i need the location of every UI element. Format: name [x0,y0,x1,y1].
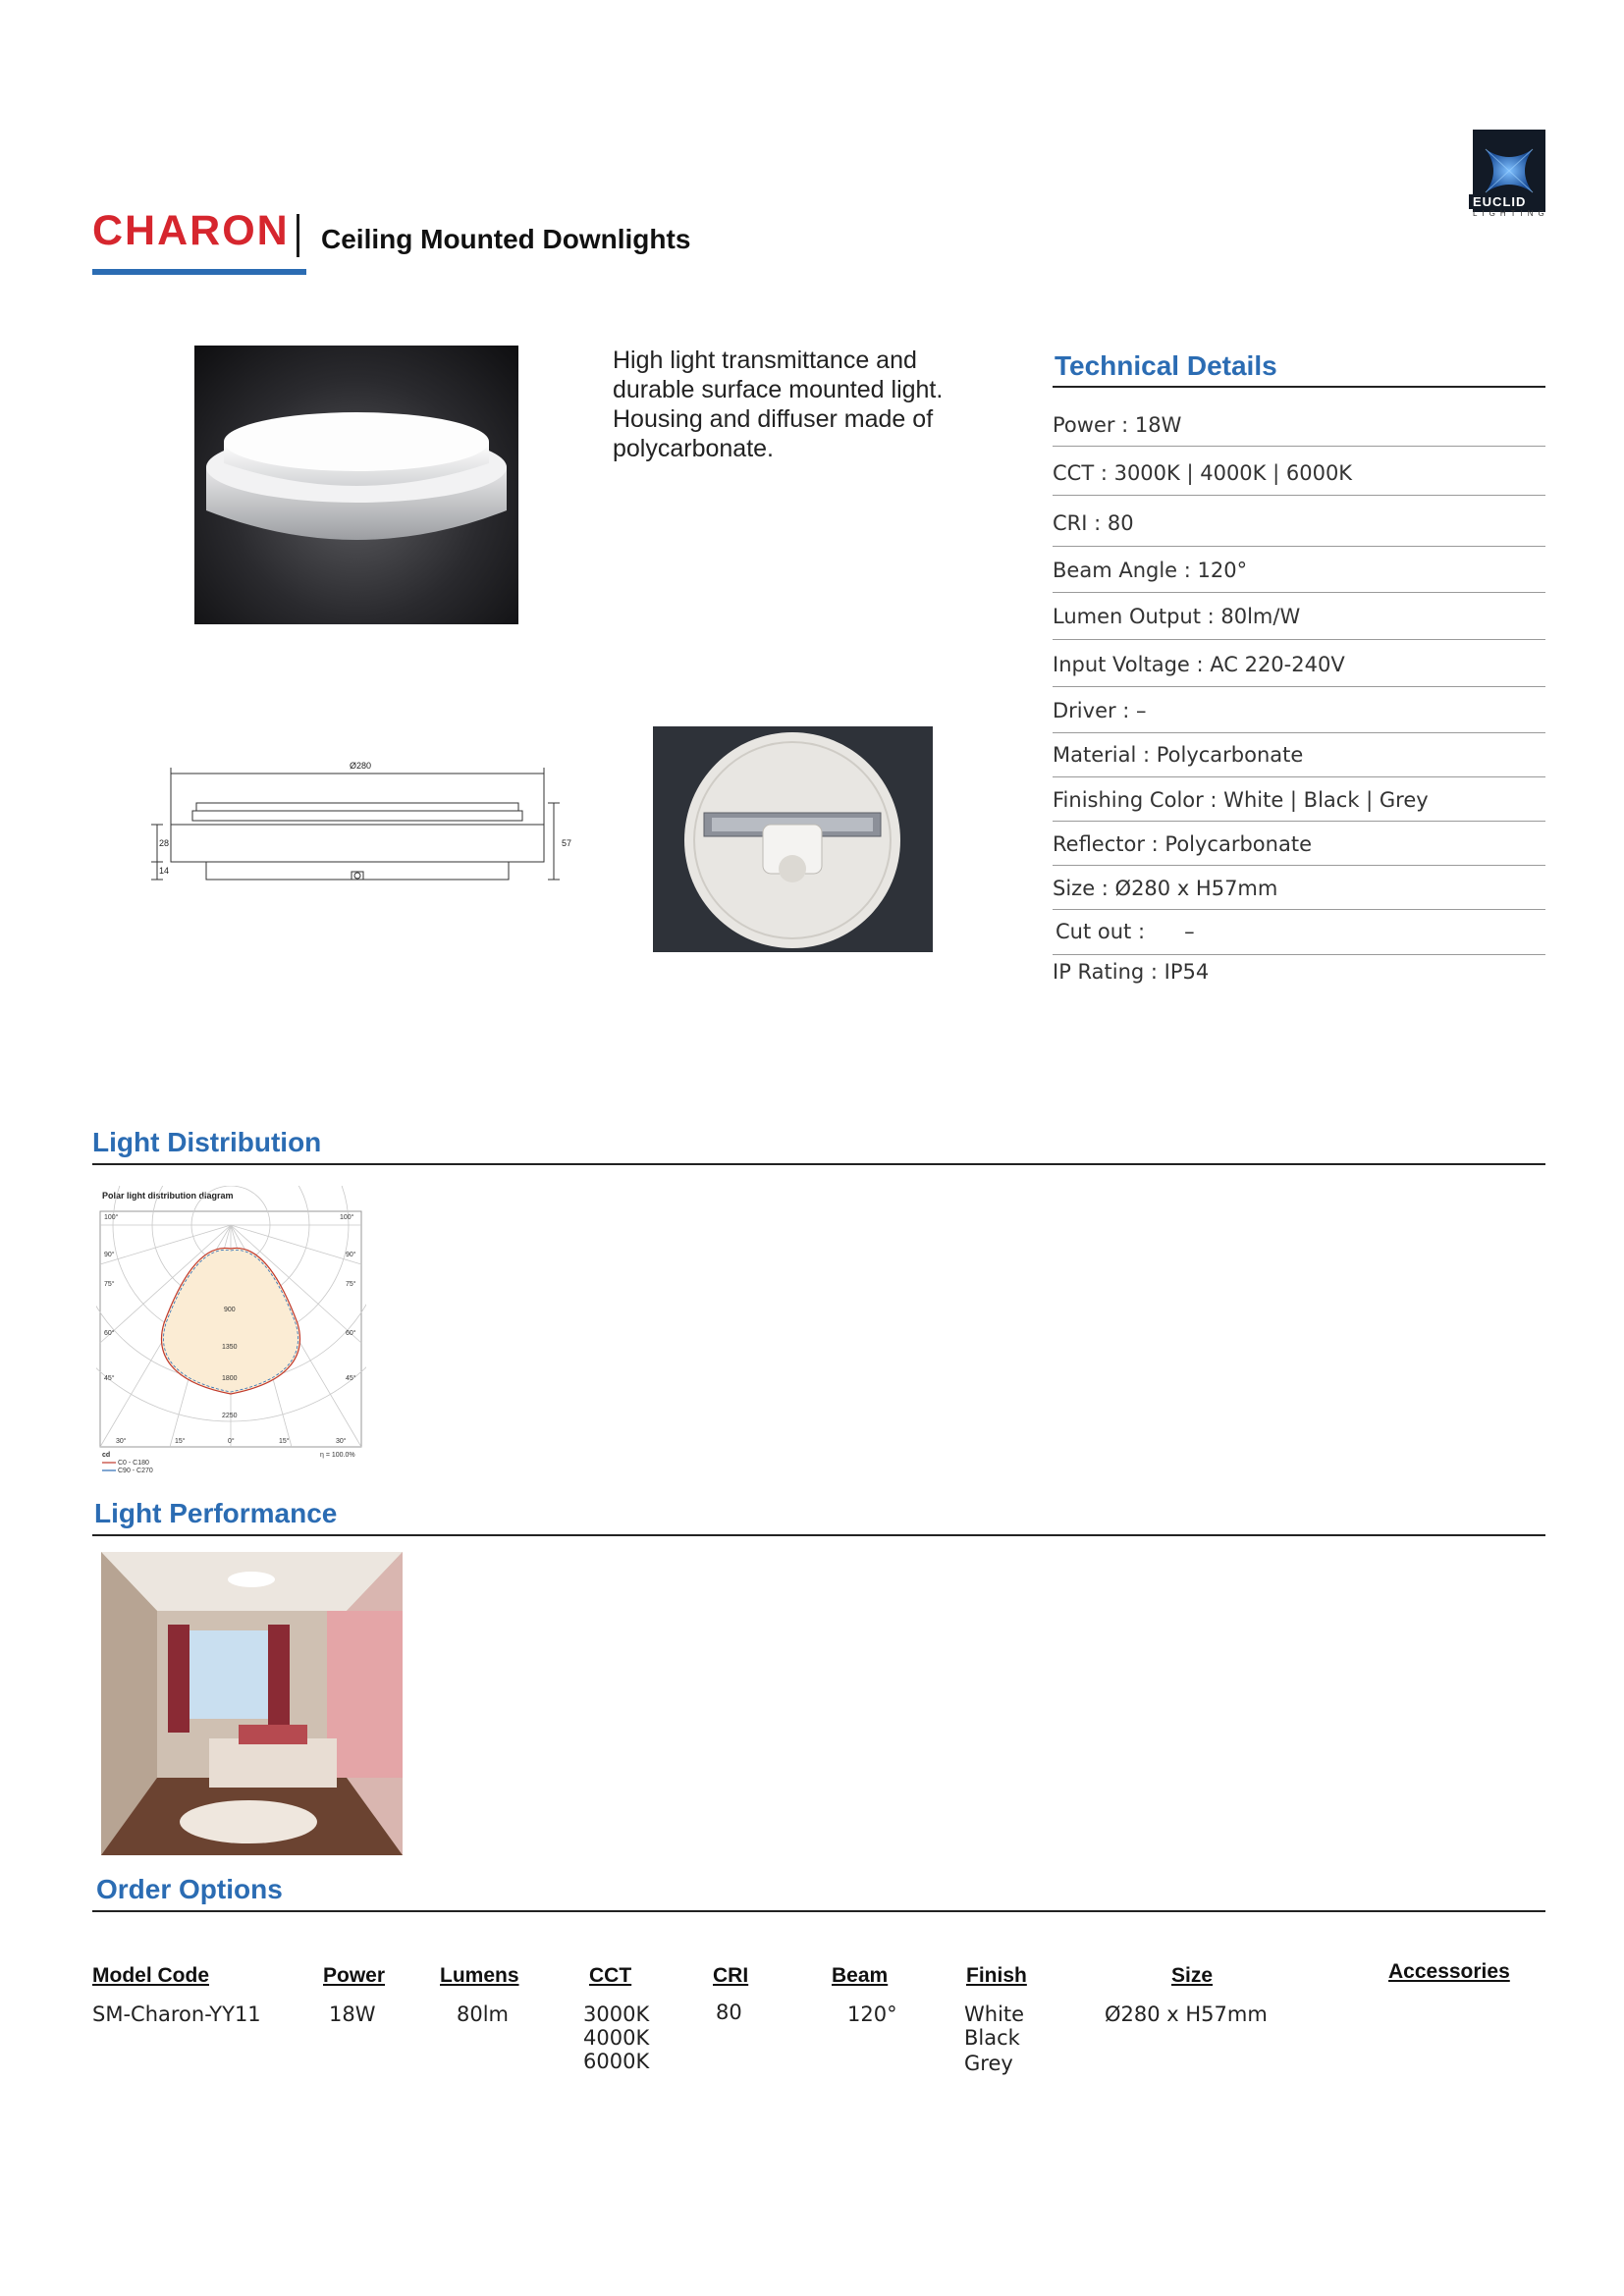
cell-cri: 80 [716,2001,742,2024]
spec-cut-out: Cut out : – [1056,920,1195,943]
ring-label: 1800 [222,1375,238,1382]
page-title: Ceiling Mounted Downlights [321,224,691,254]
spec-cct: CCT : 3000K | 4000K | 6000K [1053,461,1353,485]
dimension-drawing [147,756,579,903]
product-back-photo [653,726,933,952]
cell-finish: Black [964,2026,1020,2050]
section-rule [92,1163,1545,1165]
room-photo [101,1552,403,1855]
spec-driver: Driver : – [1053,699,1147,722]
legend-title: cd [102,1452,111,1459]
spec-divider [1053,732,1545,733]
column-header-size: Size [1171,1964,1214,1987]
diameter-label: Ø280 [350,761,372,771]
light-performance-title: Light Performance [94,1498,338,1528]
ring-label: 900 [224,1307,236,1313]
spec-reflector: Reflector : Polycarbonate [1053,832,1312,856]
angle-label: 75° [104,1281,115,1288]
order-options-title: Order Options [96,1874,283,1904]
height-label: 57 [562,838,572,848]
cell-size: Ø280 x H57mm [1105,2002,1268,2026]
angle-label: 90° [104,1252,115,1258]
section-rule [92,1534,1545,1536]
spec-finishing-color: Finishing Color : White | Black | Grey [1053,788,1429,812]
angle-label: 45° [346,1375,356,1382]
legend-c90: C90 - C270 [118,1468,153,1474]
column-header-accessories: Accessories [1388,1960,1510,1983]
spec-size: Size : Ø280 x H57mm [1053,877,1278,900]
spec-divider [1053,909,1545,910]
light-distribution-title: Light Distribution [92,1127,322,1157]
column-header-beam: Beam [832,1964,889,1987]
cell-finish: Grey [964,2052,1013,2075]
spec-input-voltage: Input Voltage : AC 220-240V [1053,653,1345,676]
cell-cct: 4000K [583,2026,650,2050]
product-description: High light transmittance and durable surface mounted light. Housing and diffuser made of polycarbonate. [613,347,944,462]
spec-divider [1053,821,1545,822]
spec-divider [1053,686,1545,687]
angle-label: 100° [104,1214,119,1221]
logo-subtext: LIGHTING [1473,209,1549,218]
polar-distribution-diagram [96,1186,366,1480]
brand-name: CHARON [92,207,290,254]
left-dimension-label: 14 [159,866,170,876]
angle-label: 30° [116,1438,127,1445]
spec-material: Material : Polycarbonate [1053,743,1304,767]
spec-divider [1053,954,1545,955]
technical-details-rule [1053,386,1545,388]
cell-cct: 3000K [583,2002,650,2026]
brand-underline [92,269,306,275]
spec-divider [1053,592,1545,593]
spec-divider [1053,639,1545,640]
cell-finish: White [964,2002,1025,2026]
cell-model-code: SM-Charon-YY11 [92,2002,261,2026]
cell-cct: 6000K [583,2050,650,2073]
angle-label: 0° [228,1438,235,1445]
logo-mark-icon [1480,143,1539,198]
spec-power: Power : 18W [1053,413,1182,437]
spec-cri: CRI : 80 [1053,511,1134,535]
spec-ip-rating: IP Rating : IP54 [1053,960,1210,984]
technical-details-title: Technical Details [1055,350,1277,381]
column-header-finish: Finish [966,1964,1027,1987]
spec-divider [1053,546,1545,547]
logo-text: EUCLID [1469,194,1530,209]
angle-label: 45° [104,1375,115,1382]
column-header-cri: CRI [713,1964,749,1987]
column-header-cct: CCT [589,1964,632,1987]
diagram-title: Polar light distribution diagram [102,1191,234,1201]
cell-beam: 120° [847,2002,897,2026]
title-divider [297,214,299,257]
efficiency-label: η = 100.0% [320,1452,355,1459]
spec-divider [1053,495,1545,496]
column-header-lumens: Lumens [440,1964,519,1987]
section-rule [92,1910,1545,1912]
column-header-power: Power [323,1964,386,1987]
spec-divider [1053,446,1545,447]
angle-label: 75° [346,1281,356,1288]
angle-label: 15° [175,1438,186,1445]
spec-divider [1053,865,1545,866]
angle-label: 30° [336,1438,347,1445]
spec-beam-angle: Beam Angle : 120° [1053,559,1248,582]
spec-divider [1053,776,1545,777]
ring-label: 1350 [222,1344,238,1351]
column-header-model-code: Model Code [92,1964,209,1987]
spec-lumen-output: Lumen Output : 80lm/W [1053,605,1301,628]
angle-label: 90° [346,1252,356,1258]
angle-label: 100° [340,1214,354,1221]
angle-label: 60° [104,1330,115,1337]
left-dimension-label: 28 [159,838,170,848]
angle-label: 60° [346,1330,356,1337]
product-photo [194,346,518,624]
ring-label: 2250 [222,1413,238,1419]
legend-c0: C0 - C180 [118,1460,149,1467]
angle-label: 15° [279,1438,290,1445]
cell-power: 18W [329,2002,376,2026]
cell-lumens: 80lm [457,2002,510,2026]
